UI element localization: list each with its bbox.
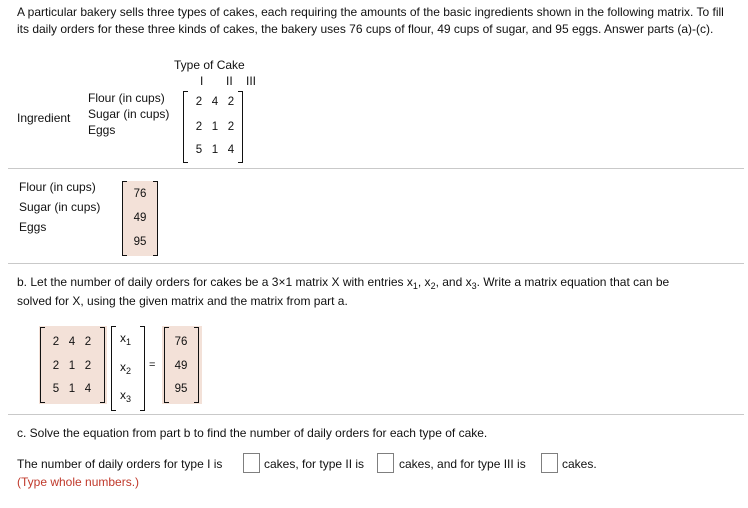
row-label-sugar: Sugar (in cups): [88, 107, 170, 121]
matrix-cell: 1: [211, 121, 219, 133]
cake-type-2: II: [226, 74, 233, 88]
matrix-cell: 2: [195, 96, 203, 108]
rhs-value: 49: [174, 360, 188, 372]
part-a-label-flour: Flour (in cups): [19, 180, 96, 194]
rhs-value: 95: [174, 383, 188, 395]
coeff-cell: 4: [84, 383, 92, 395]
coeff-right-bracket: [100, 327, 105, 403]
matrix-cell: 2: [227, 121, 235, 133]
cake-type-1: I: [200, 74, 204, 88]
coeff-cell: 5: [52, 383, 60, 395]
part-a-value-eggs: 95: [133, 236, 147, 248]
divider: [8, 168, 744, 169]
coeff-cell: 2: [84, 336, 92, 348]
var-left-bracket: [111, 326, 116, 411]
rhs-right-bracket: [194, 327, 199, 403]
part-a-value-sugar: 49: [133, 212, 147, 224]
var-right-bracket: [140, 326, 145, 411]
problem-intro: A particular bakery sells three types of cakes, each requiring the amounts of the basic ingredients shown in the following matrix. To fill its daily orders for these three kinds of cakes, the bakery uses 76 cups of flour, 49 cups of sugar, and 95 eggs. Answer parts (a)-(c).: [17, 5, 724, 36]
row-label-eggs: Eggs: [88, 123, 116, 137]
cake-type-3: III: [246, 74, 257, 88]
matrix-cell: 2: [227, 96, 235, 108]
part-a-label-eggs: Eggs: [19, 220, 47, 234]
matrix-left-bracket: [183, 91, 188, 163]
row-label-flour: Flour (in cups): [88, 91, 165, 105]
answer-format-note: (Type whole numbers.): [17, 475, 140, 489]
matrix-cell: 4: [227, 144, 235, 156]
part-b-question: b. Let the number of daily orders for cakes be a 3×1 matrix X with entries $x_1$, $x_2$, and $x_3$. Write a matrix equation that can be: [17, 275, 670, 291]
coeff-cell: 2: [84, 360, 92, 372]
coeff-cell: 4: [68, 336, 76, 348]
variable-x1: $x_1$: [120, 331, 132, 347]
answer-box-type-1[interactable]: [243, 453, 260, 473]
part-a-value-flour: 76: [133, 188, 147, 200]
equals-sign: =: [149, 359, 156, 371]
coeff-left-bracket: [40, 327, 45, 403]
matrix-header: Type of Cake: [174, 58, 245, 72]
answer-mid-1: cakes, for type II is: [264, 457, 365, 471]
answer-mid-2: cakes, and for type III is: [399, 457, 526, 471]
coeff-cell: 2: [52, 336, 60, 348]
answer-suffix: cakes.: [562, 457, 597, 471]
matrix-cell: 4: [211, 96, 219, 108]
answer-prefix: The number of daily orders for type I is: [17, 457, 223, 471]
coeff-cell: 1: [68, 383, 76, 395]
variable-x2: $x_2$: [120, 360, 132, 376]
matrix-cell: 1: [211, 144, 219, 156]
divider: [8, 263, 744, 264]
divider: [8, 414, 744, 415]
matrix-right-bracket: [238, 91, 243, 163]
coeff-cell: 2: [52, 360, 60, 372]
matrix-cell: 5: [195, 144, 203, 156]
coeff-cell: 1: [68, 360, 76, 372]
part-a-label-sugar: Sugar (in cups): [19, 200, 101, 214]
variable-x3: $x_3$: [120, 388, 132, 404]
matrix-cell: 2: [195, 121, 203, 133]
answer-box-type-2[interactable]: [377, 453, 394, 473]
part-c-question: c. Solve the equation from part b to find the number of daily orders for each type of cake.: [17, 426, 488, 440]
answer-box-type-3[interactable]: [541, 453, 558, 473]
rhs-value: 76: [174, 336, 188, 348]
part-b-question-line2: solved for X, using the given matrix and the matrix from part a.: [17, 294, 348, 308]
ingredient-label: Ingredient: [17, 111, 71, 125]
